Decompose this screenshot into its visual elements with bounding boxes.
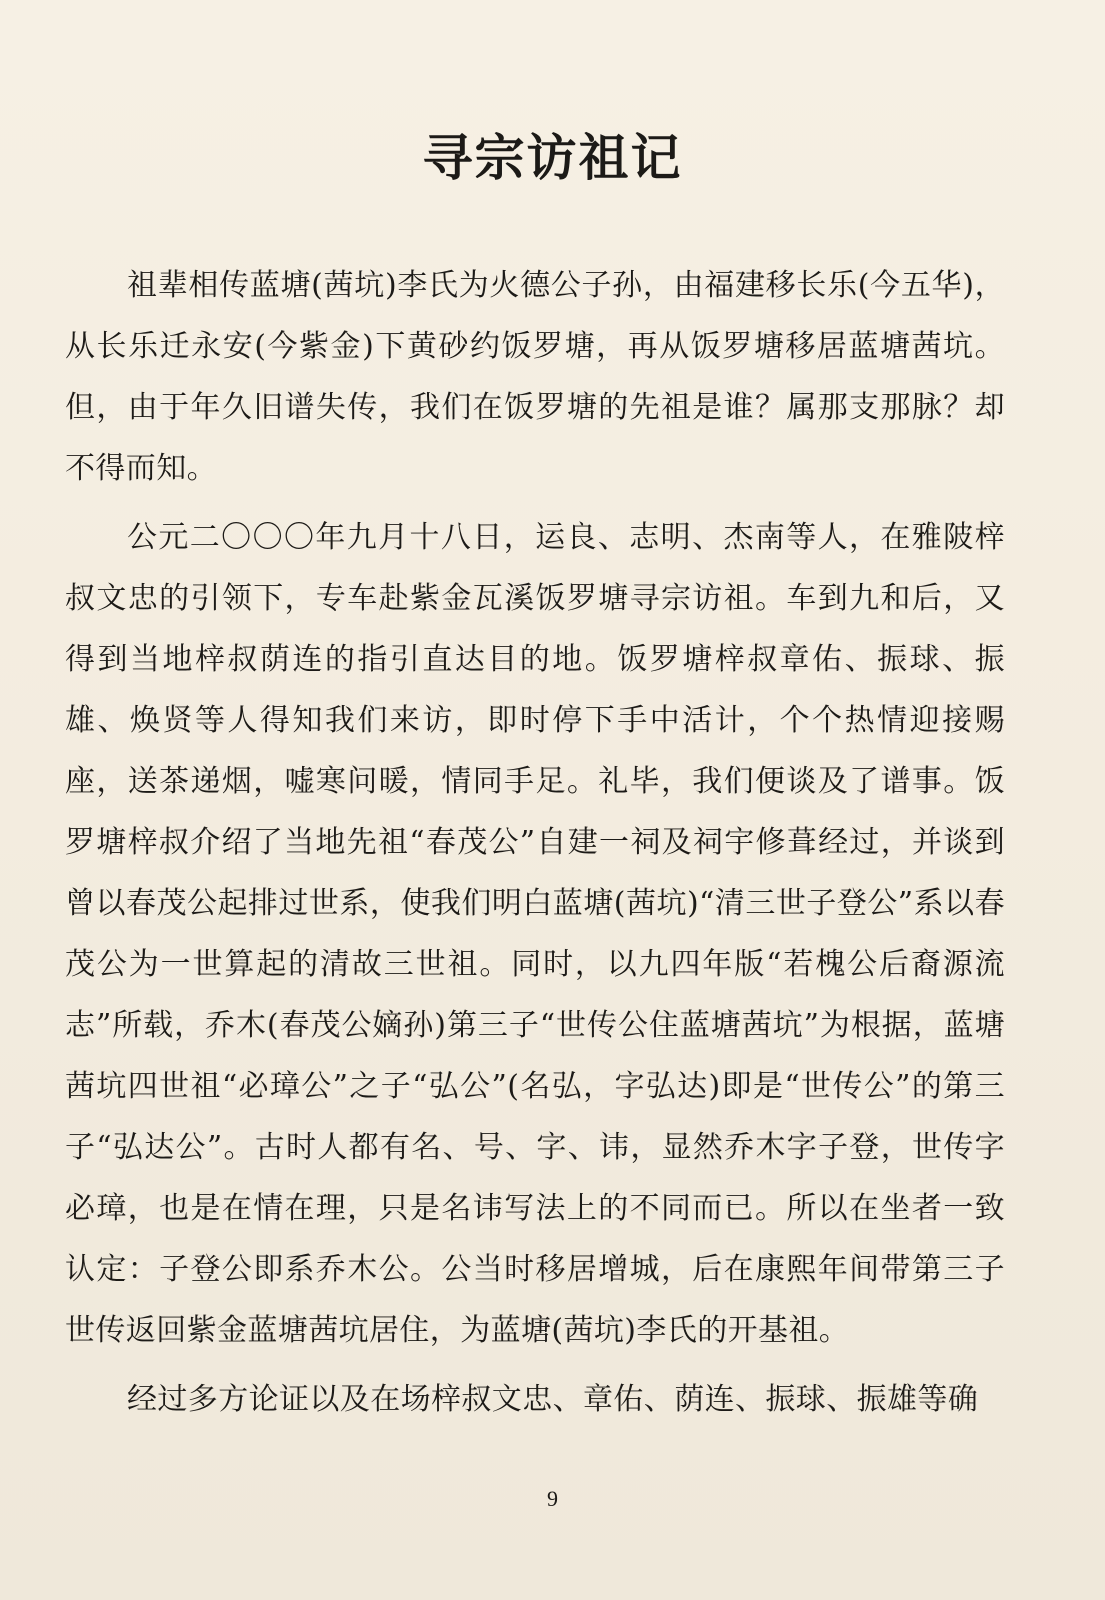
body-text [65,255,1005,1430]
paragraph: 公元二〇〇〇年九月十八日，运良、志明、杰南等人，在雅陂梓叔文忠的引领下，专车赴紫金瓦溪饭罗塘寻宗访祖。车到九和后，又得到当地梓叔荫连的指引直达目的地。饭罗塘梓叔章佑、振球、振雄、焕贤等人得知我们来访，即时停下手中活计，个个热情迎接赐座，送茶递烟，嘘寒问暖，情同手足。礼毕，我们便谈及了谱事。饭罗塘梓叔介绍了当地先祖“春茂公”自建一祠及祠宇修葺经过，并谈到曾以春茂公起排过世系，使我们明白蓝塘(茜坑)“清三世子登公”系以春茂公为一世算起的清故三世祖。同时，以九四年版“若槐公后裔源流志”所载，乔木(春茂公嫡孙)第三子“世传公住蓝塘茜坑”为根据，蓝塘茜坑四世祖“必璋公”之子“弘公”(名弘，字弘达)即是“世传公”的第三子“弘达公”。古时人都有名、号、字、讳，显然乔木字子登，世传字必璋，也是在情在理，只是名讳写法上的不同而已。所以在坐者一致认定：子登公即系乔木公。公当时移居增城，后在康熙年间带第三子世传返回紫金蓝塘茜坑居住，为蓝塘(茜坑)李氏的开基祖。 [65,520,1005,1348]
page-title: 寻宗访祖记 [422,129,683,187]
page-number: 9 [547,1486,558,1511]
paragraph: 祖辈相传蓝塘(茜坑)李氏为火德公子孙，由福建移长乐(今五华)，从长乐迁永安(今紫金)下黄砂约饭罗塘，再从饭罗塘移居蓝塘茜坑。但，由于年久旧谱失传，我们在饭罗塘的先祖是谁？属那支那脉？却不得而知。 [65,268,1005,486]
paragraph: 经过多方论证以及在场梓叔文忠、章佑、荫连、振球、振雄等确 [127,1382,979,1417]
